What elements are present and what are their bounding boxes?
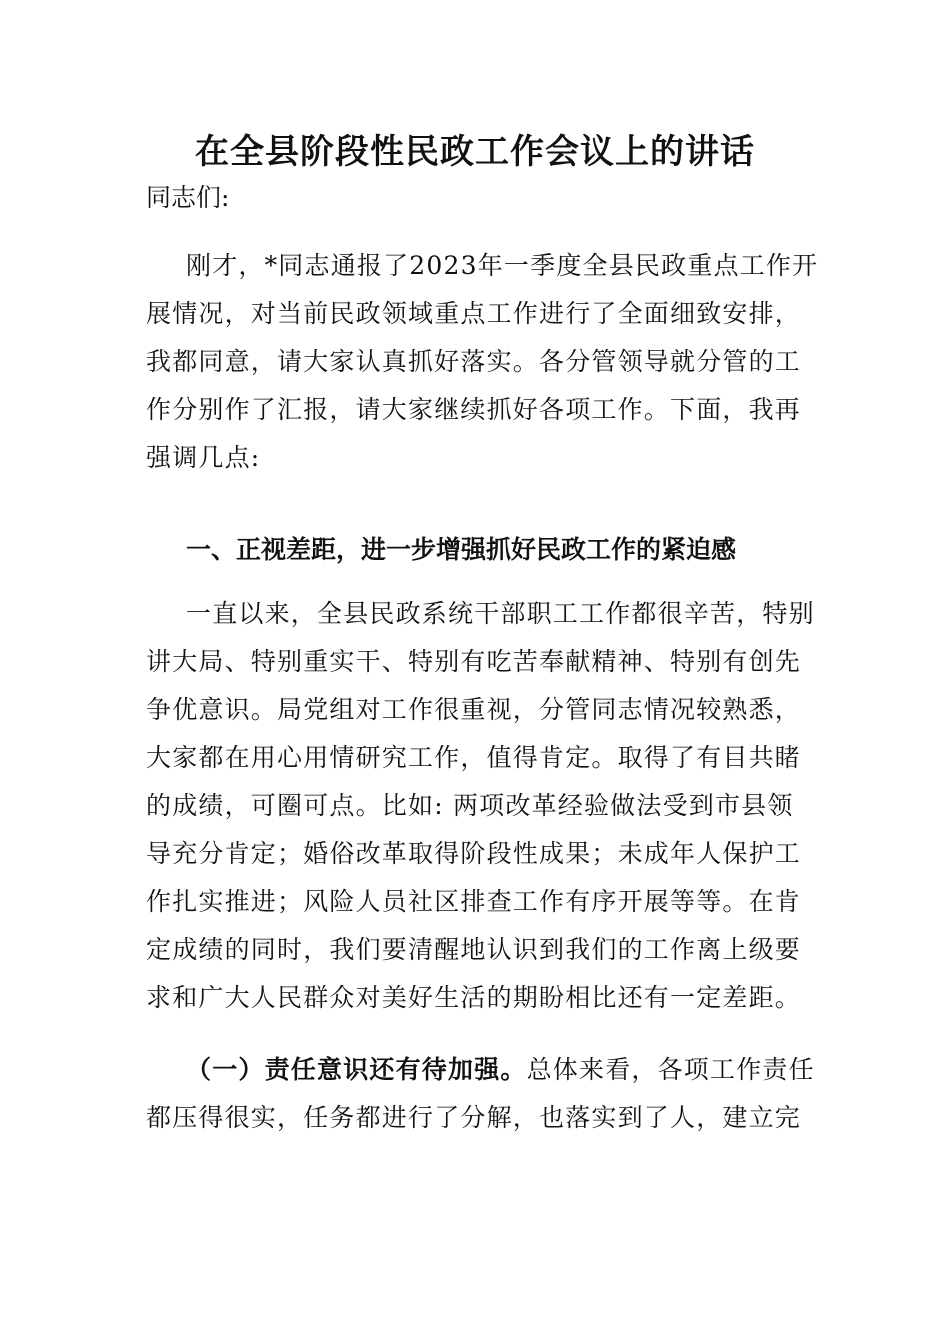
paragraph-line: 展情况，对当前民政领域重点工作进行了全面细致安排， — [146, 299, 802, 328]
paragraph-line: 一直以来，全县民政系统干部职工工作都很辛苦，特别 — [186, 599, 815, 628]
paragraph-line: 求和广大人民群众对美好生活的期盼相比还有一定差距。 — [146, 983, 802, 1012]
paragraph-line: 强调几点: — [146, 443, 261, 472]
subsection-text: 总体来看，各项工作责任 — [526, 1055, 815, 1084]
paragraph-line: 都压得很实，任务都进行了分解，也落实到了人，建立完 — [146, 1103, 802, 1132]
paragraph-line: 的成绩，可圈可点。比如: 两项改革经验做法受到市县领 — [146, 791, 794, 820]
salutation: 同志们: — [146, 183, 230, 212]
subsection-line — [186, 1050, 815, 1086]
paragraph-line: 定成绩的同时，我们要清醒地认识到我们的工作离上级要 — [146, 935, 802, 964]
paragraph-line: 我都同意，请大家认真抓好落实。各分管领导就分管的工 — [146, 347, 802, 376]
paragraph-line: 作扎实推进；风险人员社区排查工作有序开展等等。在肯 — [146, 887, 802, 916]
paragraph-line: 大家都在用心用情研究工作，值得肯定。取得了有目共睹 — [146, 743, 802, 772]
paragraph-line: 作分别作了汇报，请大家继续抓好各项工作。下面，我再 — [146, 395, 802, 424]
paragraph-line: 讲大局、特别重实干、特别有吃苦奉献精神、特别有创先 — [146, 647, 802, 676]
document-title: 在全县阶段性民政工作会议上的讲话 — [195, 132, 755, 172]
section-heading: 一、正视差距，进一步增强抓好民政工作的紧迫感 — [186, 535, 737, 564]
paragraph-line: 刚才，*同志通报了2023年一季度全县民政重点工作开 — [186, 251, 819, 280]
paragraph-line: 导充分肯定；婚俗改革取得阶段性成果；未成年人保护工 — [146, 839, 802, 868]
subsection-heading: （一）责任意识还有待加强。 — [186, 1055, 527, 1084]
paragraph-line: 争优意识。局党组对工作很重视，分管同志情况较熟悉， — [146, 695, 802, 724]
